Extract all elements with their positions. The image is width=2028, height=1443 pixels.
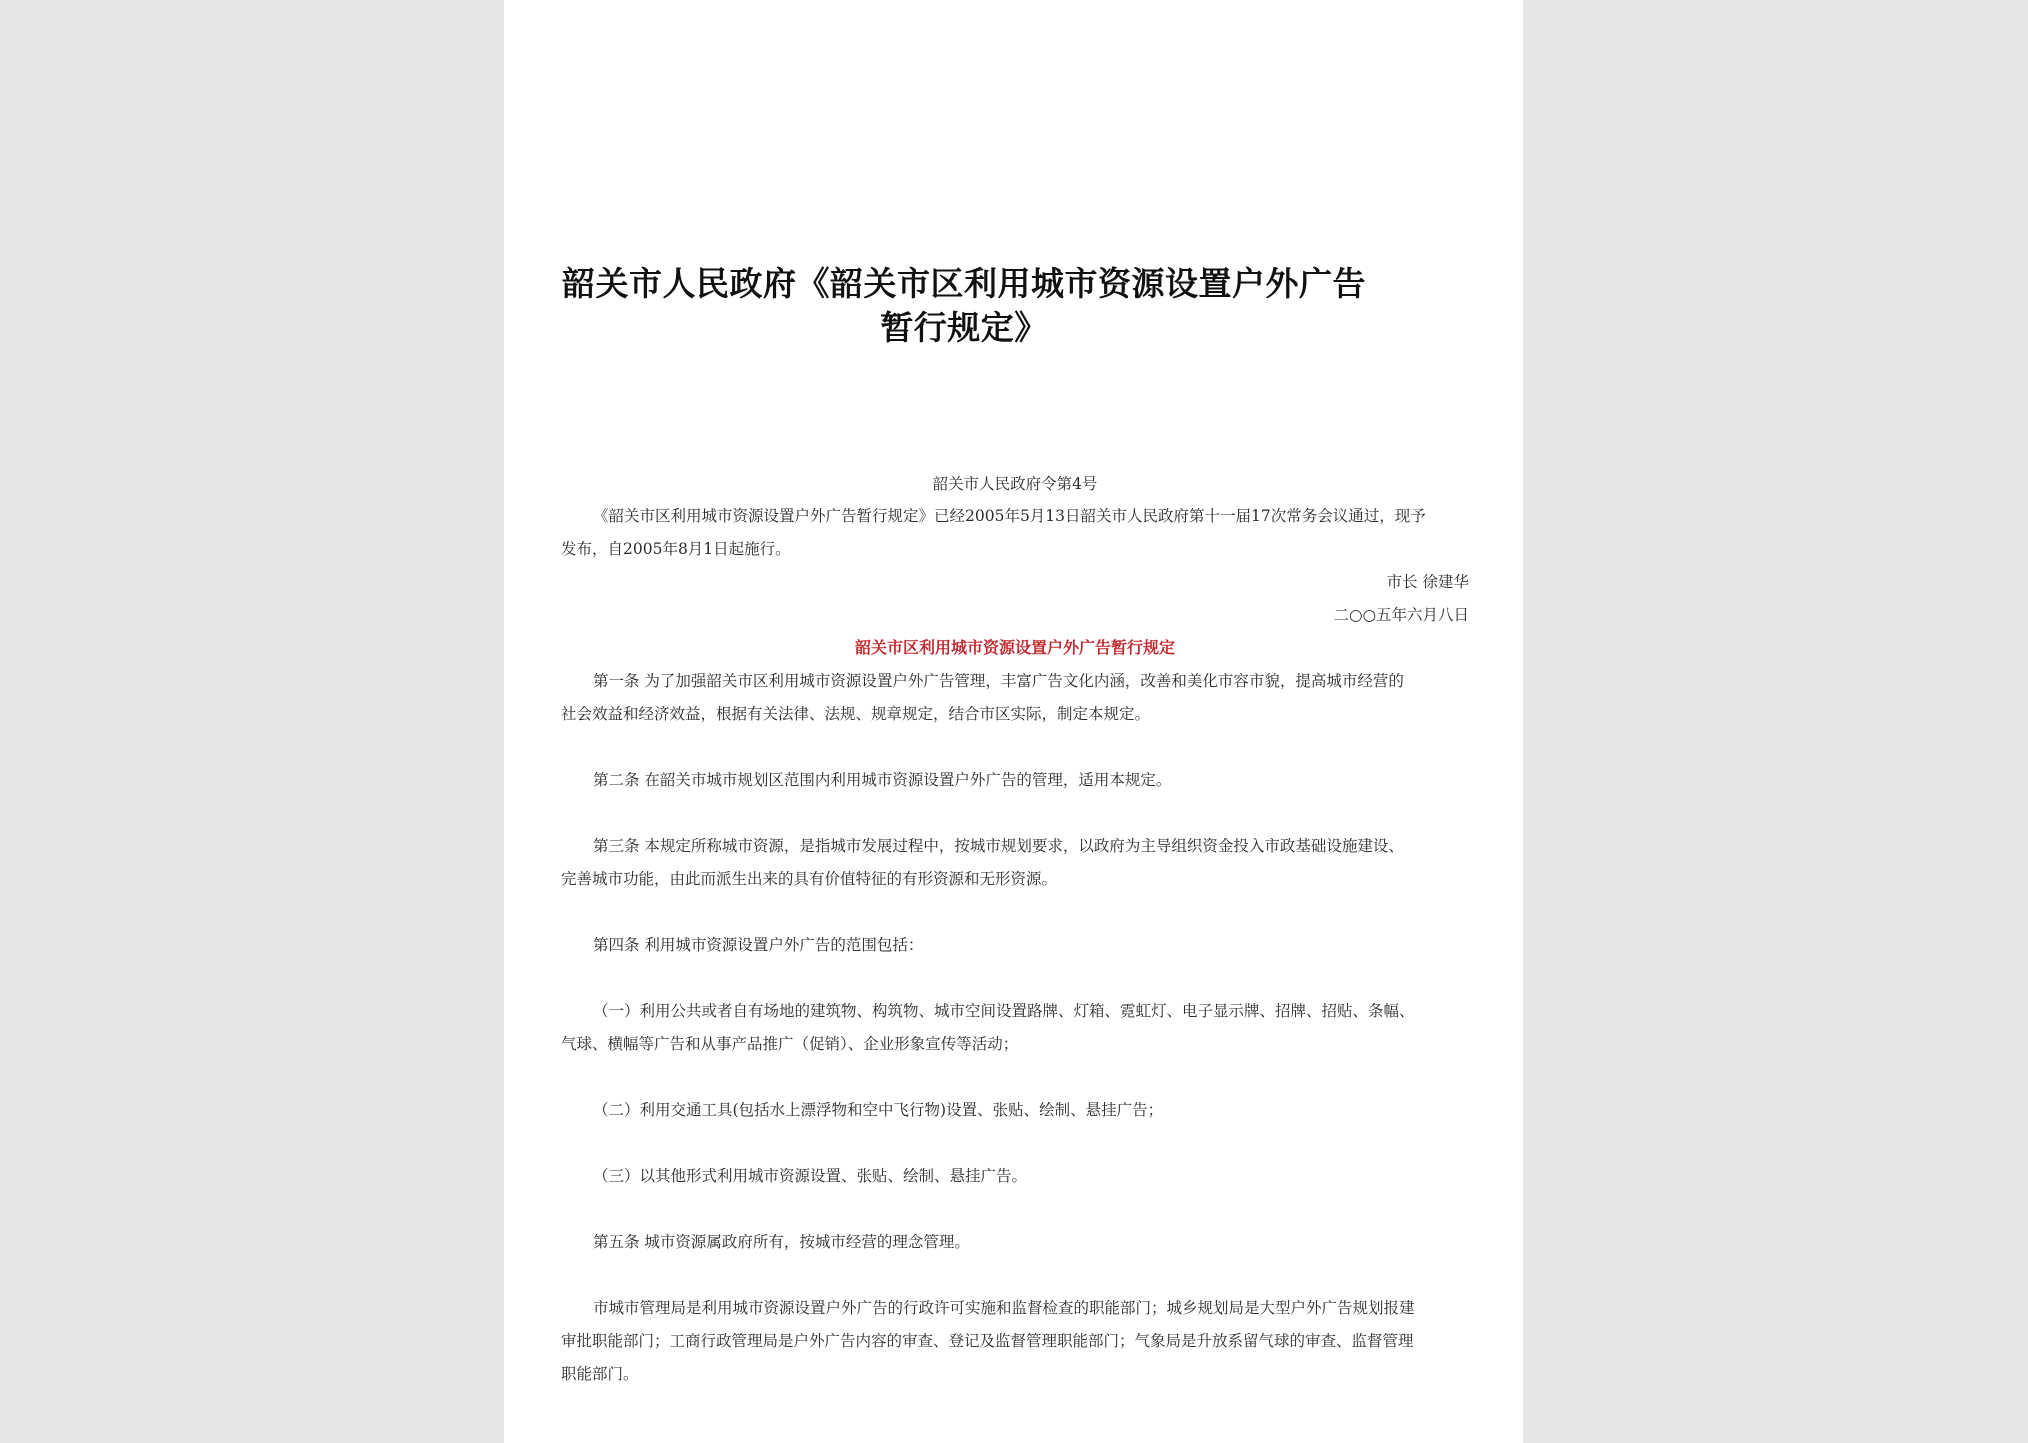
item-2: （二）利用交通工具(包括水上漂浮物和空中飞行物)设置、张贴、绘制、悬挂广告；: [593, 1101, 1164, 1119]
promulgation-line-2: 发布，自2005年8月1日起施行。: [561, 540, 791, 558]
document-title-line-1: 韶关市人民政府《韶关市区利用城市资源设置户外广告: [562, 264, 1366, 303]
order-number: 韶关市人民政府令第4号: [932, 475, 1098, 493]
item-1-line-2: 气球、横幅等广告和从事产品推广（促销）、企业形象宣传等活动；: [561, 1035, 1019, 1053]
article-5: 第五条 城市资源属政府所有，按城市经营的理念管理。: [593, 1233, 970, 1251]
article-1-line-2: 社会效益和经济效益，根据有关法律、法规、规章规定，结合市区实际，制定本规定。: [561, 705, 1151, 723]
article-1-line-1: 第一条 为了加强韶关市区利用城市资源设置户外广告管理，丰富广告文化内涵，改善和美化市容市貌，提高城市经营的: [593, 672, 1404, 690]
document-title-line-2: 暂行规定》: [880, 308, 1048, 347]
signature-date: 二○○五年六月八日: [1333, 606, 1469, 624]
article-2: 第二条 在韶关市城市规划区范围内利用城市资源设置户外广告的管理，适用本规定。: [593, 771, 1172, 789]
article-3-line-1: 第三条 本规定所称城市资源，是指城市发展过程中，按城市规划要求，以政府为主导组织资金投入市政基础设施建设、: [593, 837, 1404, 855]
item-3: （三）以其他形式利用城市资源设置、张贴、绘制、悬挂广告。: [593, 1167, 1028, 1185]
item-1-line-1: （一）利用公共或者自有场地的建筑物、构筑物、城市空间设置路牌、灯箱、霓虹灯、电子显示牌、招牌、招贴、条幅、: [593, 1002, 1415, 1020]
regulation-title: 韶关市区利用城市资源设置户外广告暂行规定: [854, 638, 1175, 657]
article-4: 第四条 利用城市资源设置户外广告的范围包括：: [593, 936, 924, 954]
final-paragraph-line-2: 审批职能部门；工商行政管理局是户外广告内容的审查、登记及监督管理职能部门；气象局是升放系留气球的审查、监督管理: [561, 1332, 1414, 1350]
article-3-line-2: 完善城市功能，由此而派生出来的具有价值特征的有形资源和无形资源。: [561, 870, 1058, 888]
document-page: [504, 0, 1523, 1443]
signature-mayor: 市长 徐建华: [1386, 573, 1469, 591]
final-paragraph-line-3: 职能部门。: [561, 1365, 639, 1383]
promulgation-line-1: 《韶关市区利用城市资源设置户外广告暂行规定》已经2005年5月13日韶关市人民政府第十一届17次常务会议通过，现予: [593, 507, 1426, 525]
document-body: [561, 0, 1469, 1443]
final-paragraph-line-1: 市城市管理局是利用城市资源设置户外广告的行政许可实施和监督检查的职能部门；城乡规划局是大型户外广告规划报建: [593, 1299, 1415, 1317]
